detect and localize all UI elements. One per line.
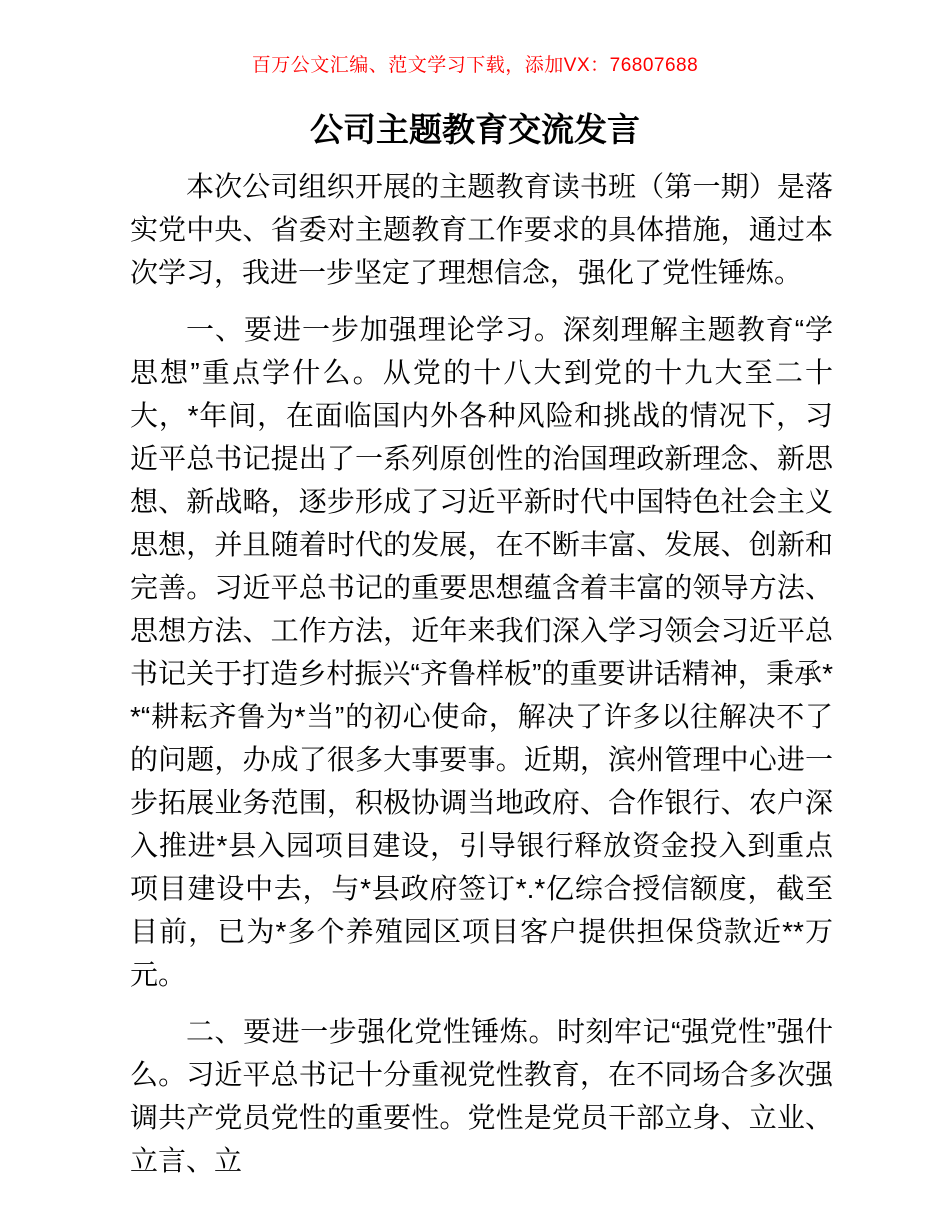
paragraph-section-1: 一、要进一步加强理论学习。深刻理解主题教育“学思想”重点学什么。从党的十八大到党的十九大至二十大，*年间，在面临国内外各种风险和挑战的情况下，习近平总书记提出了一系列原创性的治国理政新理念、新思想、新战略，逐步形成了习近平新时代中国特色社会主义思想，并且随着时代的发展，在不断丰富、发展、创新和完善。习近平总书记的重要思想蕴含着丰富的领导方法、思想方法、工作方法，近年来我们深入学习领会习近平总书记关于打造乡村振兴“齐鲁样板”的重要讲话精神，秉承**“耕耘齐鲁为*当”的初心使命，解决了许多以往解决不了的问题，办成了很多大事要事。近期，滨州管理中心进一步拓展业务范围，积极协调当地政府、合作银行、农户深入推进*县入园项目建设，引导银行释放资金投入到重点项目建设中去，与*县政府签订*.*亿综合授信额度，截至目前，已为*多个养殖园区项目客户提供担保贷款近**万元。 [130, 314, 833, 990]
promo-text: 百万公文汇编、范文学习下载，添加VX：76807688 [251, 55, 699, 76]
page-title: 公司主题教育交流发言 [310, 111, 640, 148]
document-body [0, 151, 950, 1182]
paragraph-intro: 本次公司组织开展的主题教育读书班（第一期）是落实党中央、省委对主题教育工作要求的具体措施，通过本次学习，我进一步坚定了理想信念，强化了党性锤炼。 [130, 171, 833, 288]
promo-banner [0, 0, 950, 78]
paragraph-section-2: 二、要进一步强化党性锤炼。时刻牢记“强党性”强什么。习近平总书记十分重视党性教育，在不同场合多次强调共产党员党性的重要性。党性是党员干部立身、立业、立言、立 [130, 1016, 833, 1176]
